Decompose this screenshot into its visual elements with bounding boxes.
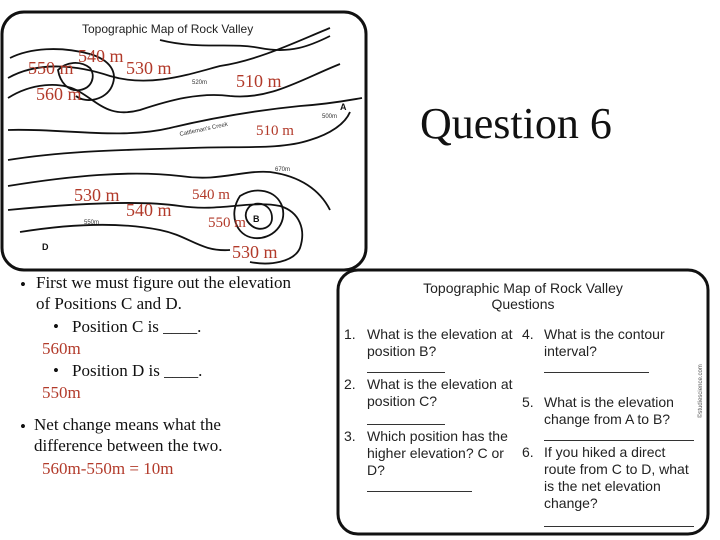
map-frame xyxy=(2,12,366,270)
elevation-overlay: 540 m xyxy=(78,46,124,66)
elevation-overlay: 560 m xyxy=(36,84,82,104)
elevation-overlay: 540 m xyxy=(126,200,172,220)
note-sub-1: Position C is ____. xyxy=(72,317,202,336)
position-a-label: A xyxy=(340,102,347,112)
map-label-670m: 670m xyxy=(275,167,291,173)
position-b-label: B xyxy=(253,214,260,224)
bullet-marker: • xyxy=(53,361,59,380)
elevation-overlay: 530 m xyxy=(74,185,120,205)
question-1: What is the elevation at position B? xyxy=(367,326,513,359)
position-d-label: D xyxy=(42,242,49,252)
bullet-marker: • xyxy=(20,275,26,294)
question-3: Which position has the higher elevation? C or D? xyxy=(367,428,508,478)
question-number: 6. xyxy=(522,444,534,460)
answer-blank[interactable] xyxy=(544,372,649,373)
map-label-500m: 500m xyxy=(322,114,338,120)
question-number: 4. xyxy=(522,326,534,342)
note-bullet-2: Net change means what the difference between the two. xyxy=(34,415,223,455)
question-number: 2. xyxy=(344,376,356,392)
answer-c: 560m xyxy=(42,339,81,358)
elevation-overlay: 550 m xyxy=(28,58,74,78)
questions-title: Topographic Map of Rock Valley xyxy=(423,280,623,296)
question-number: 3. xyxy=(344,428,356,444)
elevation-overlay: 540 m xyxy=(192,187,230,203)
answer-blank[interactable] xyxy=(367,424,445,425)
answer-blank[interactable] xyxy=(367,372,445,373)
question-number: 1. xyxy=(344,326,356,342)
slide-title: Question 6 xyxy=(420,99,612,148)
note-sub-2: Position D is ____. xyxy=(72,361,203,380)
question-6: If you hiked a direct route from C to D, what is the net elevation change? xyxy=(544,444,689,511)
bullet-marker: • xyxy=(53,317,59,336)
bullet-marker: • xyxy=(20,417,26,436)
question-number: 5. xyxy=(522,394,534,410)
elevation-overlay: 510 m xyxy=(236,71,282,91)
questions-card xyxy=(336,268,710,536)
creek-label: Cattleman's Creek xyxy=(179,121,229,138)
answer-blank[interactable] xyxy=(367,491,472,492)
elevation-overlay: 530 m xyxy=(126,58,172,78)
answer-net-change: 560m-550m = 10m xyxy=(42,459,174,478)
question-5: What is the elevation change from A to B? xyxy=(544,394,674,427)
map-label-550m: 550m xyxy=(84,220,100,226)
note-bullet-1: First we must figure out the elevation of Positions C and D. xyxy=(36,273,291,313)
elevation-overlay: 530 m xyxy=(232,242,278,262)
question-2: What is the elevation at position C? xyxy=(367,376,513,409)
map-title: Topographic Map of Rock Valley xyxy=(82,22,254,36)
copyright-notice: ©studiescience.com xyxy=(698,364,704,418)
answer-blank[interactable] xyxy=(544,440,694,441)
answer-d: 550m xyxy=(42,383,81,402)
topographic-map xyxy=(0,0,370,272)
question-4: What is the contour interval? xyxy=(544,326,665,359)
answer-blank[interactable] xyxy=(544,526,694,527)
questions-subtitle: Questions xyxy=(491,296,555,312)
elevation-overlay: 510 m xyxy=(256,123,294,139)
elevation-overlay: 550 m xyxy=(208,215,246,231)
map-label-520m: 520m xyxy=(192,80,208,86)
